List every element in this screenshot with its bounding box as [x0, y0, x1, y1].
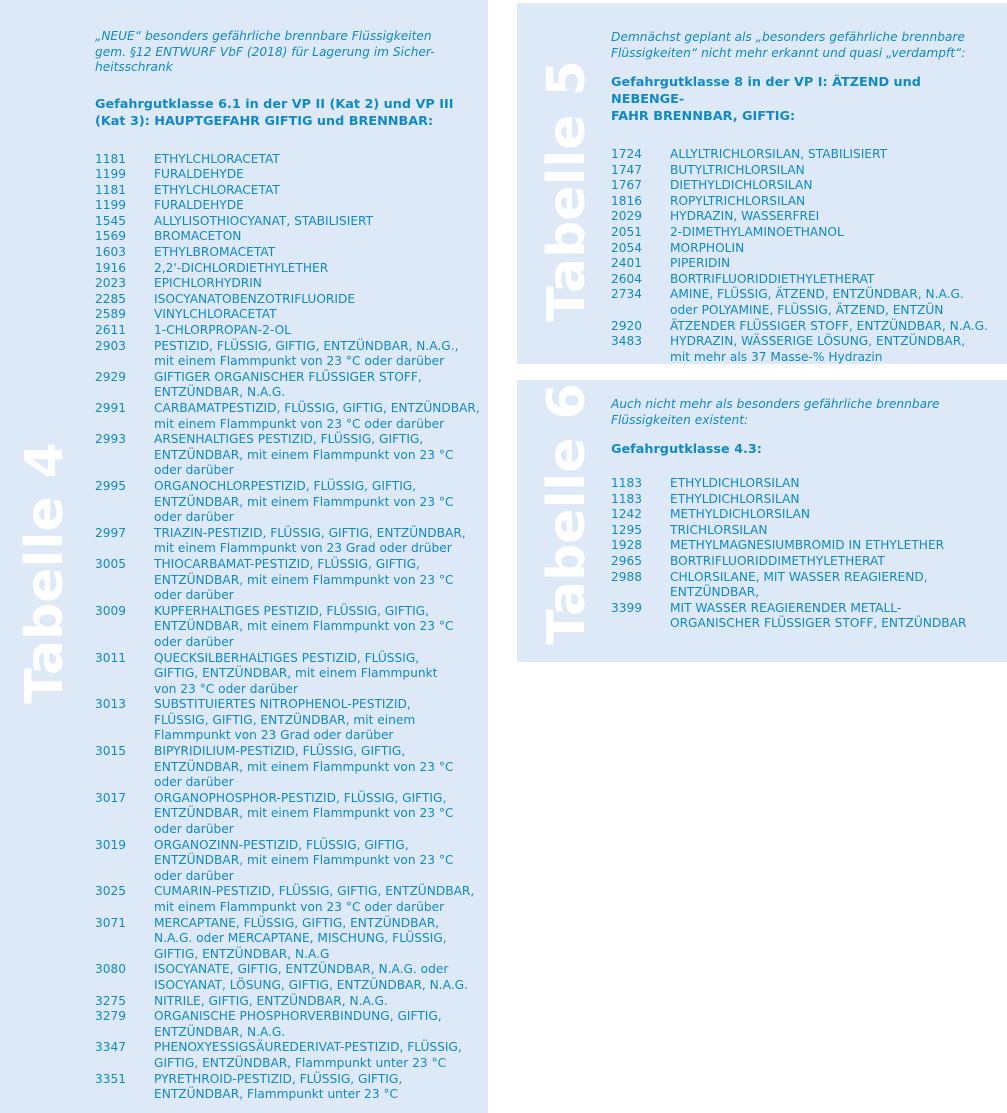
un-number: 1183 — [611, 491, 643, 506]
list-item — [95, 651, 480, 698]
tabelle-5-heading: Gefahrgutklasse 8 in der VP I: ÄTZEND und NEBENGE- FAHR BRENNBAR, GIFTIG: — [611, 75, 921, 124]
tabelle-5-label: Tabelle 5 — [537, 60, 597, 322]
substance-name: NITRILE, GIFTIG, ENTZÜNDBAR, N.A.G. — [154, 993, 388, 1008]
list-item — [95, 526, 480, 557]
un-number: 2589 — [95, 307, 127, 322]
substance-name: CARBAMATPESTIZID, FLÜSSIG, GIFTIG, ENTZÜNDBAR, mit einem Flammpunkt von 23 °C oder darüber — [154, 401, 480, 431]
list-item — [611, 601, 996, 632]
list-item — [95, 323, 480, 339]
substance-name: FURALDEHYDE — [154, 167, 244, 182]
un-number: 2997 — [95, 525, 127, 540]
un-number: 3275 — [95, 993, 127, 1008]
substance-name: BIPYRIDILIUM-PESTIZID, FLÜSSIG, GIFTIG, ENTZÜNDBAR, mit einem Flammpunkt von 23 °C oder darüber — [154, 744, 454, 790]
un-number: 2051 — [611, 224, 643, 239]
un-number: 3351 — [95, 1071, 127, 1086]
substance-name: CUMARIN-PESTIZID, FLÜSSIG, GIFTIG, ENTZÜNDBAR, mit einem Flammpunkt von 23 °C oder darüber — [154, 884, 475, 914]
un-number: 3071 — [95, 915, 127, 930]
tabelle-4-heading: Gefahrgutklasse 6.1 in der VP II (Kat 2) und VP III (Kat 3): HAUPTGEFAHR GIFTIG und BRENNBAR: — [95, 96, 454, 129]
un-number: 3005 — [95, 556, 127, 571]
tabelle-6-intro: Auch nicht mehr als besonders gefährliche brennbare Flüssigkeiten existent: — [611, 397, 940, 427]
tabelle-4-content — [95, 29, 480, 1103]
substance-name: METHYLDICHLORSILAN — [670, 507, 810, 522]
substance-name: ETHYLCHLORACETAT — [154, 151, 280, 166]
substance-name: PIPERIDIN — [670, 256, 731, 271]
list-item — [95, 292, 480, 308]
substance-name: VINYLCHLORACETAT — [154, 307, 277, 322]
un-number: 3013 — [95, 697, 127, 712]
substance-name: PYRETHROID-PESTIZID, FLÜSSIG, GIFTIG, ENTZÜNDBAR, Flammpunkt unter 23 °C — [154, 1071, 403, 1102]
list-item — [95, 791, 480, 838]
substance-name: BROMACETON — [154, 229, 242, 244]
un-number: 2023 — [95, 276, 127, 291]
list-item — [95, 432, 480, 479]
list-item — [611, 225, 996, 241]
substance-name: ALLYLISOTHIOCYANAT, STABILISIERT — [154, 213, 374, 228]
un-number: 2029 — [611, 209, 643, 224]
un-number: 1295 — [611, 522, 643, 537]
tabelle-4-label: Tabelle 4 — [15, 442, 75, 704]
list-item — [611, 492, 996, 508]
substance-name: ORGANOPHOSPHOR-PESTIZID, FLÜSSIG, GIFTIG, ENTZÜNDBAR, mit einem Flammpunkt von 23 °C oder darüber — [154, 790, 454, 837]
list-item — [95, 261, 480, 277]
list-item — [95, 307, 480, 323]
list-item — [95, 604, 480, 651]
un-number: 1724 — [611, 147, 643, 161]
list-item — [95, 152, 480, 168]
list-item — [95, 1009, 480, 1040]
un-number: 3009 — [95, 603, 127, 618]
un-number: 1181 — [95, 151, 127, 166]
list-item — [611, 256, 996, 272]
list-item — [95, 276, 480, 292]
substance-name: SUBSTITUIERTES NITROPHENOL-PESTIZID, FLÜSSIG, GIFTIG, ENTZÜNDBAR, mit einem Flammpunkt von 23 Grad oder darüber — [154, 697, 416, 743]
un-number: 3080 — [95, 962, 127, 977]
tabelle-4-intro: „NEUE“ besonders gefährliche brennbare Flüssigkeiten gem. §12 ENTWURF VbF (2018) für Lagerung im Sicher- heitsschrank — [95, 29, 435, 74]
list-item — [95, 962, 480, 993]
substance-name: KUPFERHALTIGES PESTIZID, FLÜSSIG, GIFTIG, ENTZÜNDBAR, mit einem Flammpunkt von 23 °C oder darüber — [154, 603, 454, 649]
un-number: 2965 — [611, 553, 643, 568]
list-item — [611, 570, 996, 601]
un-number: 1916 — [95, 260, 127, 275]
substance-name: ISOCYANATE, GIFTIG, ENTZÜNDBAR, N.A.G. oder ISOCYANAT, LÖSUNG, GIFTIG, ENTZÜNDBAR, N.A.G. — [154, 962, 468, 992]
substance-name: ORGANOZINN-PESTIZID, FLÜSSIG, GIFTIG, ENTZÜNDBAR, mit einem Flammpunkt von 23 °C oder darüber — [154, 837, 454, 883]
un-number: 1767 — [611, 178, 643, 193]
list-item — [611, 241, 996, 257]
un-number: 1199 — [95, 198, 127, 213]
list-item — [95, 744, 480, 791]
substance-name: ORGANOCHLORPESTIZID, FLÜSSIG, GIFTIG, ENTZÜNDBAR, mit einem Flammpunkt von 23 °C oder darüber — [154, 478, 454, 525]
un-number: 2991 — [95, 401, 127, 415]
un-number: 3483 — [611, 334, 643, 349]
substance-name: ETHYLDICHLORSILAN — [670, 491, 800, 506]
substance-name: ETHYLCHLORACETAT — [154, 182, 280, 197]
substance-name: THIOCARBAMAT-PESTIZID, FLÜSSIG, GIFTIG, ENTZÜNDBAR, mit einem Flammpunkt von 23 °C oder darüber — [154, 556, 454, 603]
substance-name: TRIAZIN-PESTIZID, FLÜSSIG, GIFTIG, ENTZÜNDBAR, mit einem Flammpunkt von 23 Grad oder drüber — [154, 525, 466, 556]
list-item — [611, 163, 996, 179]
substance-name: MORPHOLIN — [670, 240, 745, 255]
substance-name: HYDRAZIN, WASSERFREI — [670, 209, 820, 224]
substance-name: 1-CHLORPROPAN-2-OL — [154, 323, 291, 338]
substance-name: 2,2'-DICHLORDIETHYLETHER — [154, 260, 329, 275]
substance-name: EPICHLORHYDRIN — [154, 276, 262, 291]
substance-name: ARSENHALTIGES PESTIZID, FLÜSSIG, GIFTIG, ENTZÜNDBAR, mit einem Flammpunkt von 23 °C oder darüber — [154, 432, 454, 478]
list-item — [95, 1072, 480, 1103]
un-number: 3347 — [95, 1040, 127, 1055]
list-item — [611, 538, 996, 554]
un-number: 3025 — [95, 884, 127, 899]
un-number: 2734 — [611, 287, 643, 302]
un-number: 2903 — [95, 338, 127, 353]
un-number: 3019 — [95, 837, 127, 852]
tabelle-6-panel — [517, 380, 1007, 662]
un-number: 1181 — [95, 182, 127, 197]
list-item — [95, 479, 480, 526]
list-item — [95, 214, 480, 230]
tabelle-5-content — [611, 30, 996, 365]
un-number: 3011 — [95, 650, 127, 665]
un-number: 2995 — [95, 478, 127, 493]
substance-name: ISOCYANATOBENZOTRIFLUORIDE — [154, 291, 356, 306]
list-item — [95, 994, 480, 1010]
substance-name: BORTRIFLUORIDDIMETHYLETHERAT — [670, 553, 885, 568]
list-item — [95, 183, 480, 199]
list-item — [611, 178, 996, 194]
list-item — [95, 401, 480, 432]
substance-name: ETHYLDICHLORSILAN — [670, 476, 800, 490]
tabelle-6-label: Tabelle 6 — [537, 383, 597, 645]
un-number: 2920 — [611, 318, 643, 333]
un-number: 1816 — [611, 193, 643, 208]
un-number: 2604 — [611, 271, 643, 286]
un-number: 2054 — [611, 240, 643, 255]
substance-name: MERCAPTANE, FLÜSSIG, GIFTIG, ENTZÜNDBAR, N.A.G. oder MERCAPTANE, MISCHUNG, FLÜSSIG, GIFTIG, ENTZÜNDBAR, N.A.G — [154, 915, 447, 961]
list-item — [95, 697, 480, 744]
tabelle-6-entries — [611, 476, 996, 632]
substance-name: BORTRIFLUORIDDIETHYLETHERAT — [670, 271, 875, 286]
un-number: 2401 — [611, 256, 643, 271]
substance-name: ALLYLTRICHLORSILAN, STABILISIERT — [670, 147, 888, 161]
list-item — [611, 147, 996, 163]
tabelle-6-content — [611, 397, 996, 632]
un-number: 2929 — [95, 369, 127, 384]
substance-name: ÄTZENDER FLÜSSIGER STOFF, ENTZÜNDBAR, N.A.G. — [670, 318, 988, 333]
list-item — [611, 287, 996, 318]
substance-name: METHYLMAGNESIUMBROMID IN ETHYLETHER — [670, 538, 945, 553]
list-item — [611, 319, 996, 335]
un-number: 2988 — [611, 569, 643, 584]
un-number: 2993 — [95, 432, 127, 447]
un-number: 3017 — [95, 790, 127, 805]
substance-name: CHLORSILANE, MIT WASSER REAGIEREND, ENTZÜNDBAR, — [670, 569, 928, 600]
tabelle-5-panel — [517, 3, 1007, 364]
substance-name: ROPYLTRICHLORSILAN — [670, 193, 806, 208]
un-number: 3279 — [95, 1009, 127, 1024]
substance-name: BUTYLTRICHLORSILAN — [670, 162, 805, 177]
list-item — [95, 557, 480, 604]
list-item — [611, 209, 996, 225]
list-item — [95, 884, 480, 915]
list-item — [95, 229, 480, 245]
substance-name: PHENOXYESSIGSÄUREDERIVAT-PESTIZID, FLÜSSIG, GIFTIG, ENTZÜNDBAR, Flammpunkt unter 23 °C — [154, 1040, 462, 1070]
list-item — [611, 194, 996, 210]
substance-name: FURALDEHYDE — [154, 198, 244, 213]
list-item — [95, 838, 480, 885]
un-number: 1747 — [611, 162, 643, 177]
substance-name: TRICHLORSILAN — [670, 522, 768, 537]
un-number: 1928 — [611, 538, 643, 553]
list-item — [611, 476, 996, 492]
list-item — [95, 370, 480, 401]
tabelle-5-intro: Demnächst geplant als „besonders gefährliche brennbare Flüssigkeiten“ nicht mehr erkannt und quasi „verdampft“: — [611, 30, 966, 60]
substance-name: AMINE, FLÜSSIG, ÄTZEND, ENTZÜNDBAR, N.A.G. oder POLYAMINE, FLÜSSIG, ÄTZEND, ENTZÜN — [670, 287, 964, 317]
substance-name: GIFTIGER ORGANISCHER FLÜSSIGER STOFF, ENTZÜNDBAR, N.A.G. — [154, 369, 422, 400]
list-item — [95, 339, 480, 370]
tabelle-4-entries — [95, 152, 480, 1103]
list-item — [611, 272, 996, 288]
tabelle-6-heading: Gefahrgutklasse 4.3: — [611, 442, 762, 457]
un-number: 1545 — [95, 213, 127, 228]
un-number: 3015 — [95, 744, 127, 759]
tabelle-5-entries — [611, 147, 996, 365]
list-item — [95, 198, 480, 214]
list-item — [95, 916, 480, 963]
list-item — [95, 167, 480, 183]
list-item — [611, 334, 996, 365]
list-item — [95, 1040, 480, 1071]
substance-name: DIETHYLDICHLORSILAN — [670, 178, 813, 193]
un-number: 2285 — [95, 291, 127, 306]
un-number: 1199 — [95, 167, 127, 182]
list-item — [611, 554, 996, 570]
list-item — [611, 523, 996, 539]
un-number: 1569 — [95, 229, 127, 244]
substance-name: PESTIZID, FLÜSSIG, GIFTIG, ENTZÜNDBAR, N.A.G., mit einem Flammpunkt von 23 °C oder darüber — [154, 338, 459, 369]
un-number: 1242 — [611, 507, 643, 522]
list-item — [611, 507, 996, 523]
substance-name: HYDRAZIN, WÄSSERIGE LÖSUNG, ENTZÜNDBAR, mit mehr als 37 Masse-% Hydrazin — [670, 334, 966, 364]
substance-name: ORGANISCHE PHOSPHORVERBINDUNG, GIFTIG, ENTZÜNDBAR, N.A.G. — [154, 1009, 442, 1039]
substance-name: QUECKSILBERHALTIGES PESTIZID, FLÜSSIG, GIFTIG, ENTZÜNDBAR, mit einem Flammpunkt von 23 °C oder darüber — [154, 650, 438, 696]
un-number: 1603 — [95, 245, 127, 260]
substance-name: ETHYLBROMACETAT — [154, 245, 276, 260]
tabelle-4-panel — [0, 0, 488, 1113]
substance-name: MIT WASSER REAGIERENDER METALL- ORGANISCHER FLÜSSIGER STOFF, ENTZÜNDBAR — [670, 600, 967, 631]
un-number: 3399 — [611, 600, 643, 615]
un-number: 2611 — [95, 323, 127, 338]
un-number: 1183 — [611, 476, 643, 490]
list-item — [95, 245, 480, 261]
substance-name: 2-DIMETHYLAMINOETHANOL — [670, 224, 844, 239]
